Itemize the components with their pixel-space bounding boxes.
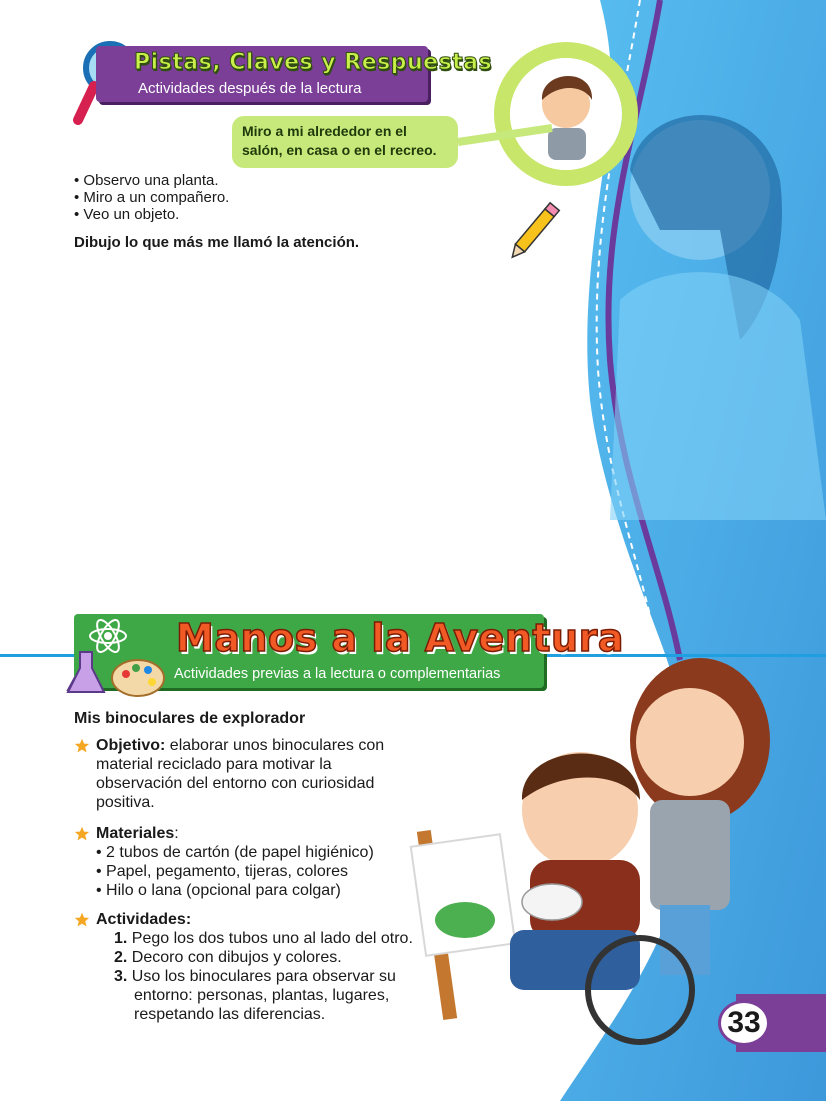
page-number: 33: [718, 1000, 770, 1046]
banner-icons: [60, 612, 170, 702]
list-item: • Veo un objeto.: [74, 206, 180, 223]
step-text: Pego los dos tubos uno al lado del otro.: [131, 930, 413, 947]
step-text: Uso los binoculares para observar su: [131, 968, 396, 985]
list-item: • Miro a un compañero.: [74, 189, 230, 206]
step-item: [74, 948, 413, 967]
list-item: • Observo una planta.: [74, 172, 219, 189]
boy-palette: [522, 884, 582, 920]
speech-bubble-line: salón, en casa o en el recreo.: [242, 142, 437, 158]
list-item: • 2 tubos de cartón (de papel higiénico): [96, 844, 374, 861]
step-continuation: entorno: personas, plantas, lugares,: [134, 987, 390, 1004]
materials-block: [74, 824, 374, 900]
pencil-icon: [508, 203, 560, 261]
activities-label-text: Actividades:: [96, 911, 192, 928]
girl-face-shape: [636, 688, 744, 796]
step-item: [74, 967, 413, 986]
boy-shirt: [548, 128, 586, 160]
speech-bubble-line: Miro a mi alrededor en el: [242, 123, 407, 139]
step-text: Decoro con dibujos y colores.: [131, 949, 342, 966]
objective-line-first: [74, 736, 434, 755]
step-continuation: respetando las diferencias.: [134, 1006, 326, 1023]
canvas-paint: [435, 902, 495, 938]
header-bottom-subtitle: Actividades previas a la lectura o complementarias: [174, 666, 501, 682]
objective-block: [74, 736, 434, 812]
step-number: 2.: [114, 949, 128, 966]
speech-bubble: [232, 116, 458, 168]
step-number: 3.: [114, 968, 128, 985]
materials-colon: :: [174, 825, 179, 842]
objective-text: positiva.: [96, 794, 155, 811]
atom-icon: [90, 617, 126, 655]
objective-text: elaborar unos binoculares con: [169, 737, 385, 754]
observe-list: [74, 172, 229, 223]
star-icon: [74, 826, 90, 842]
activities-block: [74, 910, 413, 1024]
step-number: 1.: [114, 930, 128, 947]
header-top-title: Pistas, Claves y Respuestas: [134, 50, 493, 75]
objective-text: observación del entorno con curiosidad: [96, 775, 375, 792]
flask-icon: [68, 652, 104, 692]
list-item: • Hilo o lana (opcional para colgar): [96, 882, 341, 899]
header-top-subtitle: Actividades después de la lectura: [138, 80, 362, 97]
materials-label: Materiales: [96, 825, 175, 842]
header-bottom-title: Manos a la Aventura: [176, 616, 624, 660]
step-item: [74, 929, 413, 948]
materials-heading: [74, 824, 374, 843]
star-icon: [74, 738, 90, 754]
girl-shirt: [650, 800, 730, 910]
star-icon: [74, 912, 90, 928]
list-item: • Papel, pegamento, tijeras, colores: [96, 863, 348, 880]
draw-prompt: Dibujo lo que más me llamó la atención.: [74, 234, 360, 251]
palette-icon: [112, 660, 164, 696]
activity-title: Mis binoculares de explorador: [74, 710, 306, 727]
activities-label: [74, 910, 413, 929]
objective-label: Objetivo:: [96, 737, 166, 754]
objective-text: material reciclado para motivar la: [96, 756, 332, 773]
